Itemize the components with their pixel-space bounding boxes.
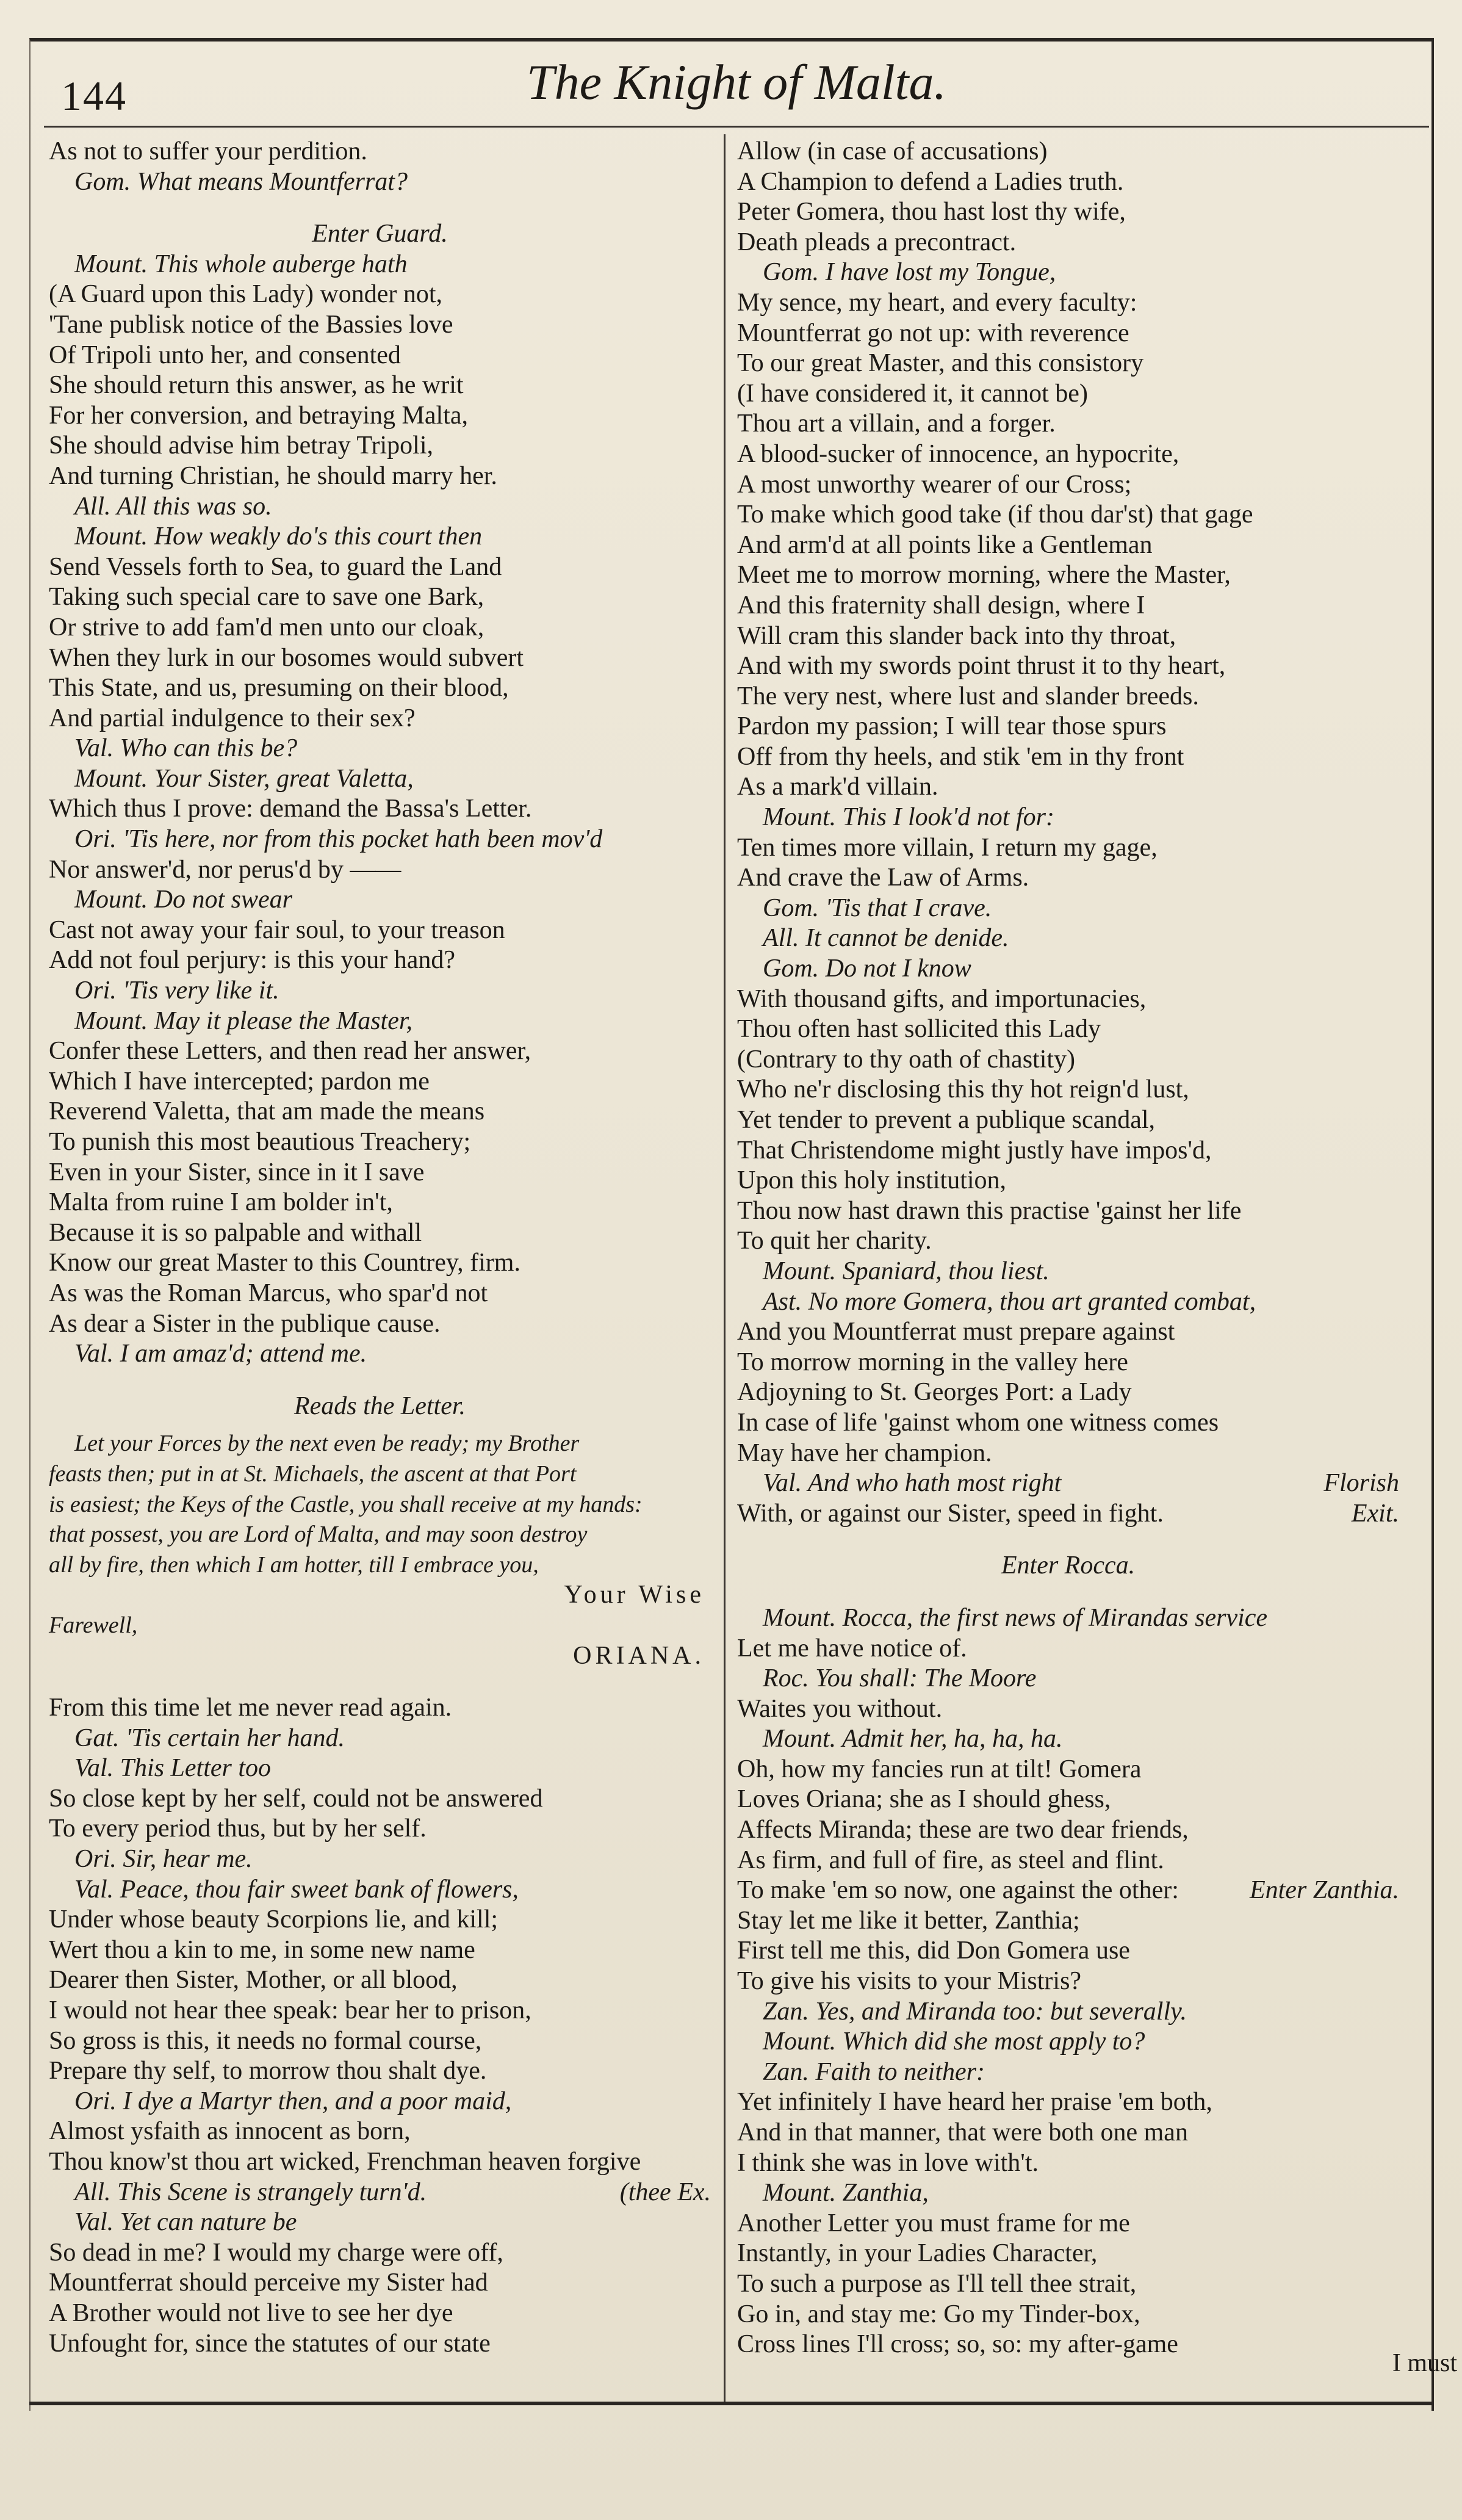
text-line: First tell me this, did Don Gomera use (737, 1937, 1130, 1965)
speech-line: Roc. You shall: The Moore (763, 1664, 1037, 1693)
stage-direction-margin: Enter Zanthia. (1249, 1876, 1399, 1905)
text-line: To every period thus, but by her self. (49, 1814, 427, 1843)
text-line: From this time let me never read again. (49, 1694, 452, 1722)
text-line: Prepare thy self, to morrow thou shalt dye. (49, 2057, 487, 2085)
text-line: Dearer then Sister, Mother, or all blood, (49, 1966, 458, 1995)
letter-closing: Farewell, (49, 1612, 138, 1638)
text-line: My sence, my heart, and every faculty: (737, 288, 1137, 317)
text-line: So close kept by her self, could not be answered (49, 1784, 543, 1813)
text-line: When they lurk in our bosomes would subvert (49, 643, 524, 672)
column-divider (724, 134, 726, 2402)
text-line: Under whose beauty Scorpions lie, and kill; (49, 1905, 499, 1934)
text-line: Which I have intercepted; pardon me (49, 1067, 430, 1096)
text-line: A Champion to defend a Ladies truth. (737, 167, 1124, 196)
speech-line: Mount. Zanthia, (763, 2179, 929, 2208)
stage-direction-margin: Florish (1323, 1469, 1399, 1498)
text-line: In case of life 'gainst whom one witness comes (737, 1408, 1219, 1437)
text-line: Reverend Valetta, that am made the means (49, 1097, 485, 1126)
text-line: Meet me to morrow morning, where the Master, (737, 561, 1231, 590)
speech-line: Val. Who can this be? (74, 734, 298, 763)
text-line: Thou now hast drawn this practise 'gainst her life (737, 1196, 1242, 1225)
text-line: Mountferrat should perceive my Sister had (49, 2269, 488, 2297)
text-line: Upon this holy institution, (737, 1166, 1007, 1195)
text-line: A blood-sucker of innocence, an hypocrite, (737, 439, 1179, 468)
text-line: With thousand gifts, and importunacies, (737, 984, 1147, 1013)
speech-line: Mount. Admit her, ha, ha, ha. (763, 1725, 1063, 1753)
stage-direction: Reads the Letter. (293, 1392, 466, 1420)
speech-line: Zan. Yes, and Miranda too: but severally. (763, 1997, 1187, 2026)
text-line: That Christendome might justly have impos'd, (737, 1136, 1212, 1164)
text-line: Mountferrat go not up: with reverence (737, 319, 1129, 347)
text-line: So dead in me? I would my charge were off, (49, 2238, 503, 2267)
text-line: Nor answer'd, nor perus'd by —— (49, 855, 402, 884)
text-line: And crave the Law of Arms. (737, 864, 1029, 892)
speech-line: Ori. 'Tis here, nor from this pocket hath been mov'd (74, 825, 603, 854)
text-line: Taking such special care to save one Bark, (49, 583, 484, 612)
text-line: She should return this answer, as he writ (49, 371, 464, 400)
speech-line: Ori. Sir, hear me. (74, 1845, 253, 1874)
text-line: Or strive to add fam'd men unto our cloak, (49, 613, 484, 641)
text-line: Loves Oriana; she as I should ghess, (737, 1785, 1111, 1814)
text-line: To give his visits to your Mistris? (737, 1967, 1082, 1996)
text-line: As was the Roman Marcus, who spar'd not (49, 1279, 488, 1307)
text-line: To quit her charity. (737, 1227, 932, 1255)
text-line: A most unworthy wearer of our Cross; (737, 470, 1132, 499)
text-line: And in that manner, that were both one man (737, 2118, 1188, 2146)
text-line: Even in your Sister, since in it I save (49, 1158, 425, 1186)
stage-direction-margin: Exit. (1351, 1499, 1399, 1528)
speech-line: Gom. I have lost my Tongue, (763, 258, 1056, 287)
text-line: She should advise him betray Tripoli, (49, 431, 433, 460)
text-line: Go in, and stay me: Go my Tinder-box, (737, 2300, 1140, 2328)
text-line: And with my swords point thrust it to thy heart, (737, 652, 1226, 681)
speech-text: To make 'em so now, one against the other: (737, 1876, 1179, 1905)
text-line: Thou art a villain, and a forger. (737, 410, 1056, 438)
letter-signature-name: ORIANA. (573, 1641, 705, 1670)
stage-direction: Enter Rocca. (1001, 1551, 1136, 1580)
text-line: Ten times more villain, I return my gage, (737, 833, 1158, 862)
text-line: Cast not away your fair soul, to your treason (49, 915, 505, 944)
text-line: Because it is so palpable and withall (49, 1218, 422, 1247)
speech-line: Gat. 'Tis certain her hand. (74, 1724, 345, 1752)
text-line: And this fraternity shall design, where I (737, 591, 1145, 619)
text-line: Stay let me like it better, Zanthia; (737, 1906, 1080, 1935)
letter-line: feasts then; put in at St. Michaels, the ascent at that Port (49, 1460, 577, 1487)
speech-line: Ori. 'Tis very like it. (74, 977, 279, 1005)
left-column (49, 137, 711, 2359)
text-line: Send Vessels forth to Sea, to guard the Land (49, 552, 502, 581)
text-line: And partial indulgence to their sex? (49, 704, 416, 732)
text-line: To such a purpose as I'll tell thee strait, (737, 2269, 1137, 2298)
text-line: (Contrary to thy oath of chastity) (737, 1045, 1076, 1074)
letter-line: is easiest; the Keys of the Castle, you shall receive at my hands: (49, 1491, 643, 1517)
text-line: To morrow morning in the valley here (737, 1348, 1128, 1376)
text-line: As dear a Sister in the publique cause. (49, 1309, 441, 1338)
speech-line: Mount. How weakly do's this court then (74, 522, 483, 551)
text-line: Another Letter you must frame for me (737, 2209, 1130, 2237)
letter-line: all by fire, then which I am hotter, till I embrace you, (49, 1551, 539, 1578)
speech-line: Mount. Do not swear (74, 886, 292, 914)
speech-text: With, or against our Sister, speed in fight. (737, 1499, 1164, 1528)
text-line: To our great Master, and this consistory (737, 349, 1144, 378)
text-line: Affects Miranda; these are two dear friends, (737, 1816, 1189, 1844)
text-line: So gross is this, it needs no formal course, (49, 2026, 482, 2055)
text-line (737, 1499, 1399, 1529)
speech-line: All. All this was so. (74, 492, 272, 521)
speech-line: Mount. Rocca, the first news of Mirandas service (763, 1603, 1268, 1632)
letter-signature-line: Your Wise (564, 1581, 705, 1609)
text-line: And arm'd at all points like a Gentleman (737, 530, 1153, 559)
speech-line: All. It cannot be denide. (763, 924, 1009, 953)
speech-line: Mount. Your Sister, great Valetta, (74, 764, 414, 793)
text-line: Of Tripoli unto her, and consented (49, 341, 401, 369)
speech-line: Val. This Letter too (74, 1754, 272, 1783)
letter-line: Let your Forces by the next even be ready; my Brother (74, 1431, 580, 1457)
speech-line: Mount. This whole auberge hath (74, 250, 408, 278)
header-rule (44, 126, 1429, 128)
text-line: Wert thou a kin to me, in some new name (49, 1935, 475, 1964)
text-line: Thou often hast sollicited this Lady (737, 1015, 1101, 1044)
speech-line: Val. Peace, thou fair sweet bank of flowers, (74, 1875, 519, 1904)
speech-text: Val. And who hath most right (763, 1469, 1062, 1498)
speech-line: Val. Yet can nature be (74, 2208, 297, 2237)
speech-line: Mount. May it please the Master, (74, 1006, 413, 1035)
line-continuation: (thee Ex. (619, 2178, 711, 2206)
speech-line (49, 2178, 711, 2208)
footer-rule (29, 2402, 1434, 2405)
text-line: (A Guard upon this Lady) wonder not, (49, 280, 443, 309)
text-line: Know our great Master to this Countrey, firm. (49, 1249, 520, 1277)
text-line: Waites you without. (737, 1694, 943, 1723)
text-line: (I have considered it, it cannot be) (737, 379, 1088, 408)
text-line: Almost ysfaith as innocent as born, (49, 2117, 411, 2146)
speech-line: Zan. Faith to neither: (763, 2057, 985, 2086)
text-line: A Brother would not live to see her dye (49, 2298, 453, 2327)
text-line: Peter Gomera, thou hast lost thy wife, (737, 198, 1126, 226)
speech-line: Ast. No more Gomera, thou art granted combat, (763, 1287, 1256, 1316)
text-line (737, 1876, 1399, 1906)
text-line: For her conversion, and betraying Malta, (49, 401, 468, 430)
text-line: Add not foul perjury: is this your hand? (49, 946, 456, 975)
text-line: Pardon my passion; I will tear those spurs (737, 712, 1167, 741)
speech-text: All. This Scene is strangely turn'd. (74, 2178, 427, 2206)
speech-line: Gom. Do not I know (763, 955, 971, 983)
text-line: And you Mountferrat must prepare against (737, 1318, 1175, 1346)
speech-line: Gom. 'Tis that I crave. (763, 894, 992, 922)
speech-line: Val. I am amaz'd; attend me. (74, 1340, 367, 1368)
text-line: Adjoyning to St. Georges Port: a Lady (737, 1378, 1132, 1407)
text-line: As firm, and full of fire, as steel and flint. (737, 1846, 1164, 1874)
text-line: As not to suffer your perdition. (49, 137, 367, 165)
text-line: To punish this most beautious Treachery; (49, 1128, 471, 1156)
text-line: As a mark'd villain. (737, 773, 938, 801)
text-line: Off from thy heels, and stik 'em in thy front (737, 742, 1184, 771)
text-line: Allow (in case of accusations) (737, 137, 1048, 165)
text-line: This State, and us, presuming on their blood, (49, 674, 509, 702)
page-header (44, 48, 1429, 121)
text-line: Yet tender to prevent a publique scandal, (737, 1106, 1156, 1134)
speech-line: Mount. This I look'd not for: (763, 803, 1054, 832)
speech-line: Gom. What means Mountferrat? (74, 167, 408, 196)
text-line: I think she was in love with't. (737, 2148, 1039, 2177)
text-line: To make which good take (if thou dar'st) that gage (737, 500, 1253, 529)
text-line: Malta from ruine I am bolder in't, (49, 1188, 393, 1217)
text-line: Who ne'r disclosing this thy hot reign'd lust, (737, 1075, 1189, 1104)
text-line: 'Tane publisk notice of the Bassies love (49, 310, 453, 339)
running-head: The Knight of Malta. (527, 54, 946, 110)
speech-line: Ori. I dye a Martyr then, and a poor maid, (74, 2087, 512, 2115)
text-line: Instantly, in your Ladies Character, (737, 2239, 1098, 2268)
text-line: Oh, how my fancies run at tilt! Gomera (737, 1755, 1142, 1783)
speech-line (737, 1468, 1399, 1499)
text-line: I would not hear thee speak: bear her to prison, (49, 1996, 531, 2025)
letter-line: that possest, you are Lord of Malta, and may soon destroy (49, 1522, 588, 1548)
text-line: Confer these Letters, and then read her answer, (49, 1037, 531, 1066)
text-line: Let me have notice of. (737, 1634, 967, 1663)
text-line: Thou know'st thou art wicked, Frenchman heaven forgive (49, 2148, 641, 2176)
text-line: Unfought for, since the statutes of our state (49, 2329, 491, 2358)
speech-line: Mount. Which did she most apply to? (763, 2027, 1145, 2056)
speech-line: Mount. Spaniard, thou liest. (763, 1257, 1050, 1285)
text-line: And turning Christian, he should marry her. (49, 461, 497, 490)
text-line: The very nest, where lust and slander breeds. (737, 682, 1199, 710)
text-line: Will cram this slander back into thy throat, (737, 621, 1176, 650)
stage-direction: Enter Guard. (312, 220, 448, 248)
text-line: Death pleads a precontract. (737, 228, 1017, 256)
text-line: May have her champion. (737, 1439, 992, 1467)
text-line: Yet infinitely I have heard her praise 'em both, (737, 2088, 1212, 2117)
catchword: I must (1392, 2349, 1457, 2377)
text-line: Cross lines I'll cross; so, so: my after-game (737, 2330, 1178, 2359)
text-line: Which thus I prove: demand the Bassa's Letter. (49, 795, 532, 823)
right-column (737, 137, 1399, 2360)
page-number: 144 (61, 73, 127, 119)
